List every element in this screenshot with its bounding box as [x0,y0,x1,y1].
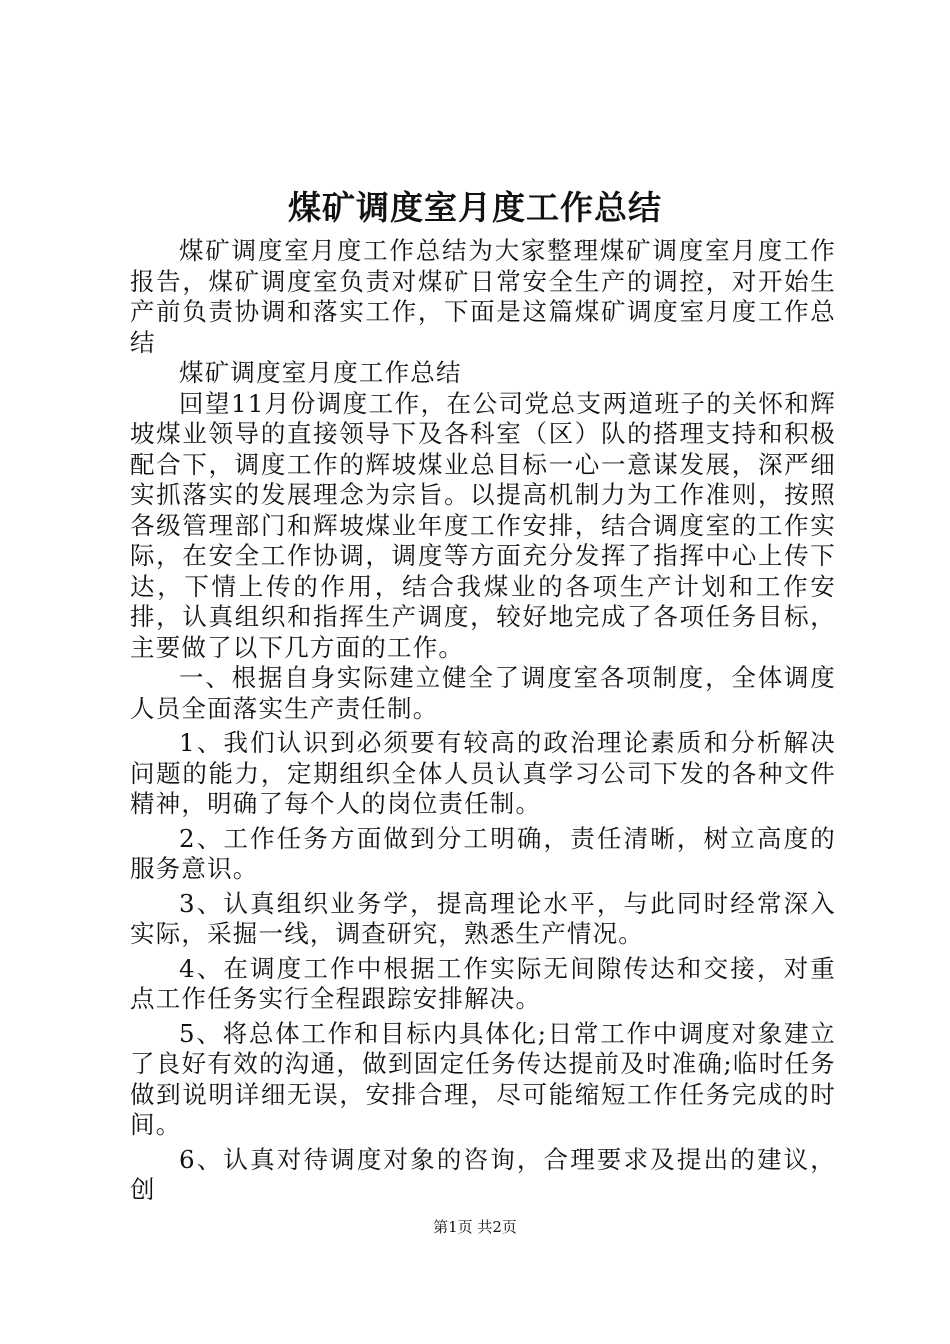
item-3-paragraph: 3、认真组织业务学，提高理论水平，与此同时经常深入实际，采掘一线，调查研究，熟悉生产情况。 [130,888,836,948]
item-5-paragraph: 5、将总体工作和目标内具体化;日常工作中调度对象建立了良好有效的沟通，做到固定任务传达提前及时准确;临时任务做到说明详细无误，安排合理，尽可能缩短工作任务完成的时间。 [130,1018,836,1139]
section-one-heading: 一、根据自身实际建立健全了调度室各项制度，全体调度人员全面落实生产责任制。 [130,663,836,723]
item-4-paragraph: 4、在调度工作中根据工作实际无间隙传达和交接，对重点工作任务实行全程跟踪安排解决。 [130,953,836,1013]
review-paragraph: 回望11月份调度工作，在公司党总支两道班子的关怀和辉坡煤业领导的直接领导下及各科室（区）队的搭理支持和积极配合下，调度工作的辉坡煤业总目标一心一意谋发展，深严细实抓落实的发展理念为宗旨。以提高机制力为工作准则，按照各级管理部门和辉坡煤业年度工作安排，结合调度室的工作实际，在安全工作协调，调度等方面充分发挥了指挥中心上传下达，下情上传的作用，结合我煤业的各项生产计划和工作安排，认真组织和指挥生产调度，较好地完成了各项任务目标，主要做了以下几方面的工作。 [130,388,836,662]
subtitle-paragraph: 煤矿调度室月度工作总结 [179,358,462,387]
document-body [130,236,836,1206]
page-footer: 第1页 共2页 [433,1218,517,1236]
item-1-paragraph: 1、我们认识到必须要有较高的政治理论素质和分析解决问题的能力，定期组织全体人员认真学习公司下发的各种文件精神，明确了每个人的岗位责任制。 [130,728,836,818]
item-6-paragraph: 6、认真对待调度对象的咨询，合理要求及提出的建议，创 [130,1144,836,1204]
document-title: 煤矿调度室月度工作总结 [288,188,662,227]
item-2-paragraph: 2、工作任务方面做到分工明确，责任清晰，树立高度的服务意识。 [130,823,836,883]
intro-paragraph: 煤矿调度室月度工作总结为大家整理煤矿调度室月度工作报告，煤矿调度室负责对煤矿日常安全生产的调控，对开始生产前负责协调和落实工作，下面是这篇煤矿调度室月度工作总结 [130,236,836,357]
